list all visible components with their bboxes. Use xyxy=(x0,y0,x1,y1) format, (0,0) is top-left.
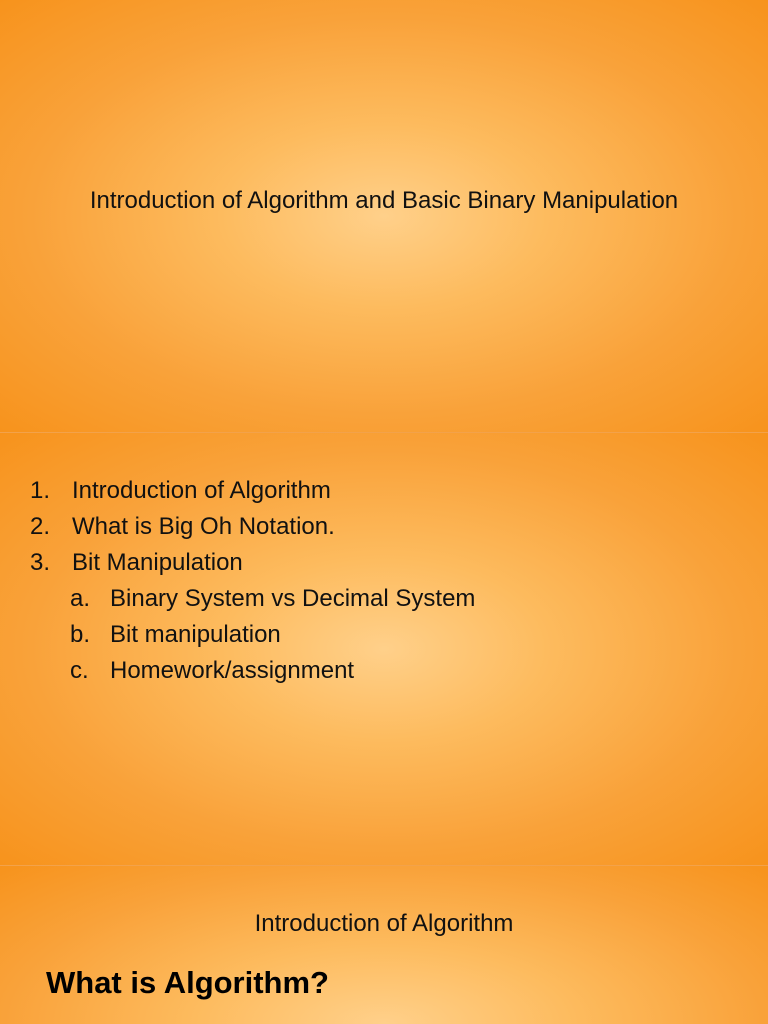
agenda-number: 2. xyxy=(30,513,51,540)
slide-intro-heading: What is Algorithm? xyxy=(46,965,329,1000)
agenda-number: 1. xyxy=(30,477,51,504)
agenda-letter: b. xyxy=(70,621,91,648)
agenda-subitem-a xyxy=(30,581,750,617)
slide-intro-title: Introduction of Algorithm xyxy=(254,910,514,937)
agenda-sublabel: Homework/assignment xyxy=(110,657,355,684)
slide-agenda xyxy=(0,433,768,865)
agenda-subitem-c xyxy=(30,653,750,689)
agenda-sublabel: Bit manipulation xyxy=(110,621,281,648)
agenda-number: 3. xyxy=(30,549,51,576)
agenda-label: Bit Manipulation xyxy=(72,549,243,576)
agenda-item-2 xyxy=(30,509,750,545)
agenda-letter: a. xyxy=(70,585,91,612)
agenda-label: Introduction of Algorithm xyxy=(72,477,331,504)
agenda-label: What is Big Oh Notation. xyxy=(72,513,335,540)
agenda-item-3 xyxy=(30,545,750,581)
slide-title xyxy=(0,0,768,432)
agenda-subitem-b xyxy=(30,617,750,653)
slide-title-text: Introduction of Algorithm and Basic Binary Manipulation xyxy=(89,187,679,214)
agenda-sublabel: Binary System vs Decimal System xyxy=(110,585,476,612)
slide-intro xyxy=(0,866,768,1024)
agenda-item-1 xyxy=(30,473,750,509)
agenda-letter: c. xyxy=(70,657,89,684)
agenda-list xyxy=(30,473,750,689)
